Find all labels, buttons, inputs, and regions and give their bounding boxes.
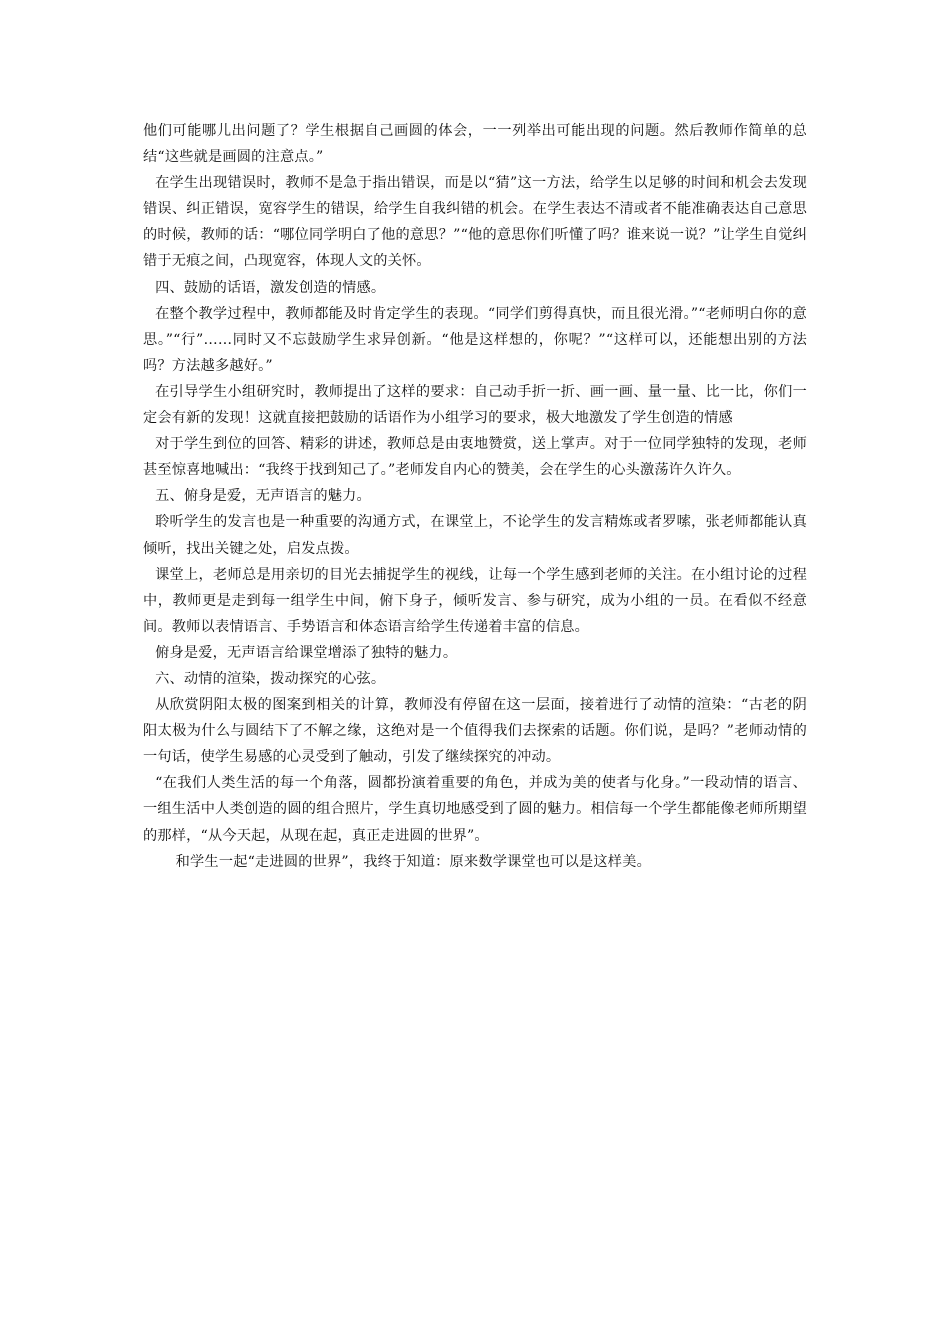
paragraph: 他们可能哪儿出问题了？学生根据自己画圆的体会，一一列举出可能出现的问题。然后教师作简单的总结“这些就是画圆的注意点。”: [143, 123, 807, 166]
paragraph: 从欣赏阴阳太极的图案到相关的计算，教师没有停留在这一层面，接着进行了动情的渲染：“古老的阴阳太极为什么与圆结下了不解之缘，这绝对是一个值得我们去探索的话题。你们说，是吗？”老师动情的一句话，使学生易感的心灵受到了触动，引发了继续探究的冲动。: [143, 697, 807, 766]
paragraph: 课堂上，老师总是用亲切的目光去捕捉学生的视线，让每一个学生感到老师的关注。在小组讨论的过程中，教师更是走到每一组学生中间，俯下身子，倾听发言、参与研究，成为小组的一员。在看似不经意间。教师以表情语言、手势语言和体态语言给学生传递着丰富的信息。: [143, 566, 807, 635]
section-heading-4: 四、鼓励的话语，激发创造的情感。: [155, 279, 386, 296]
closing-paragraph: 和学生一起“走进圆的世界”，我终于知道：原来数学课堂也可以是这样美。: [175, 853, 651, 870]
paragraph: 对于学生到位的回答、精彩的讲述，教师总是由衷地赞赏，送上掌声。对于一位同学独特的发现，老师甚至惊喜地喊出：“我终于找到知己了。”老师发自内心的赞美，会在学生的心头激荡许久许久。: [143, 436, 807, 479]
paragraph: 聆听学生的发言也是一种重要的沟通方式，在课堂上，不论学生的发言精炼或者罗嗦，张老师都能认真倾听，找出关键之处，启发点拨。: [143, 514, 807, 557]
document-body: [143, 118, 807, 875]
paragraph: 在整个教学过程中，教师都能及时肯定学生的表现。“同学们剪得真快，而且很光滑。”“老师明白你的意思。”“行”……同时又不忘鼓励学生求异创新。“他是这样想的，你呢？”“这样可以，还能想出别的方法吗？方法越多越好。”: [143, 305, 807, 374]
paragraph: “在我们人类生活的每一个角落，圆都扮演着重要的角色，并成为美的使者与化身。”一段动情的语言、一组生活中人类创造的圆的组合照片，学生真切地感受到了圆的魅力。相信每一个学生都能像老师所期望的那样，“从今天起，从现在起，真正走进圆的世界”。: [143, 775, 807, 844]
section-heading-6: 六、动情的渲染，拨动探究的心弦。: [155, 670, 386, 687]
paragraph: 在学生出现错误时，教师不是急于指出错误，而是以“猜”这一方法，给学生以足够的时间和机会去发现错误、纠正错误，宽容学生的错误，给学生自我纠错的机会。在学生表达不清或者不能准确表达自己意思的时候，教师的话：“哪位同学明白了他的意思？”“他的意思你们听懂了吗？谁来说一说？”让学生自觉纠错于无痕之间，凸现宽容，体现人文的关怀。: [143, 175, 807, 270]
paragraph: 在引导学生小组研究时，教师提出了这样的要求：自己动手折一折、画一画、量一量、比一比，你们一定会有新的发现！这就直接把鼓励的话语作为小组学习的要求，极大地激发了学生创造的情感: [143, 383, 807, 427]
section-heading-5: 五、俯身是爱，无声语言的魅力。: [155, 488, 371, 505]
paragraph: 俯身是爱，无声语言给课堂增添了独特的魅力。: [155, 644, 458, 661]
